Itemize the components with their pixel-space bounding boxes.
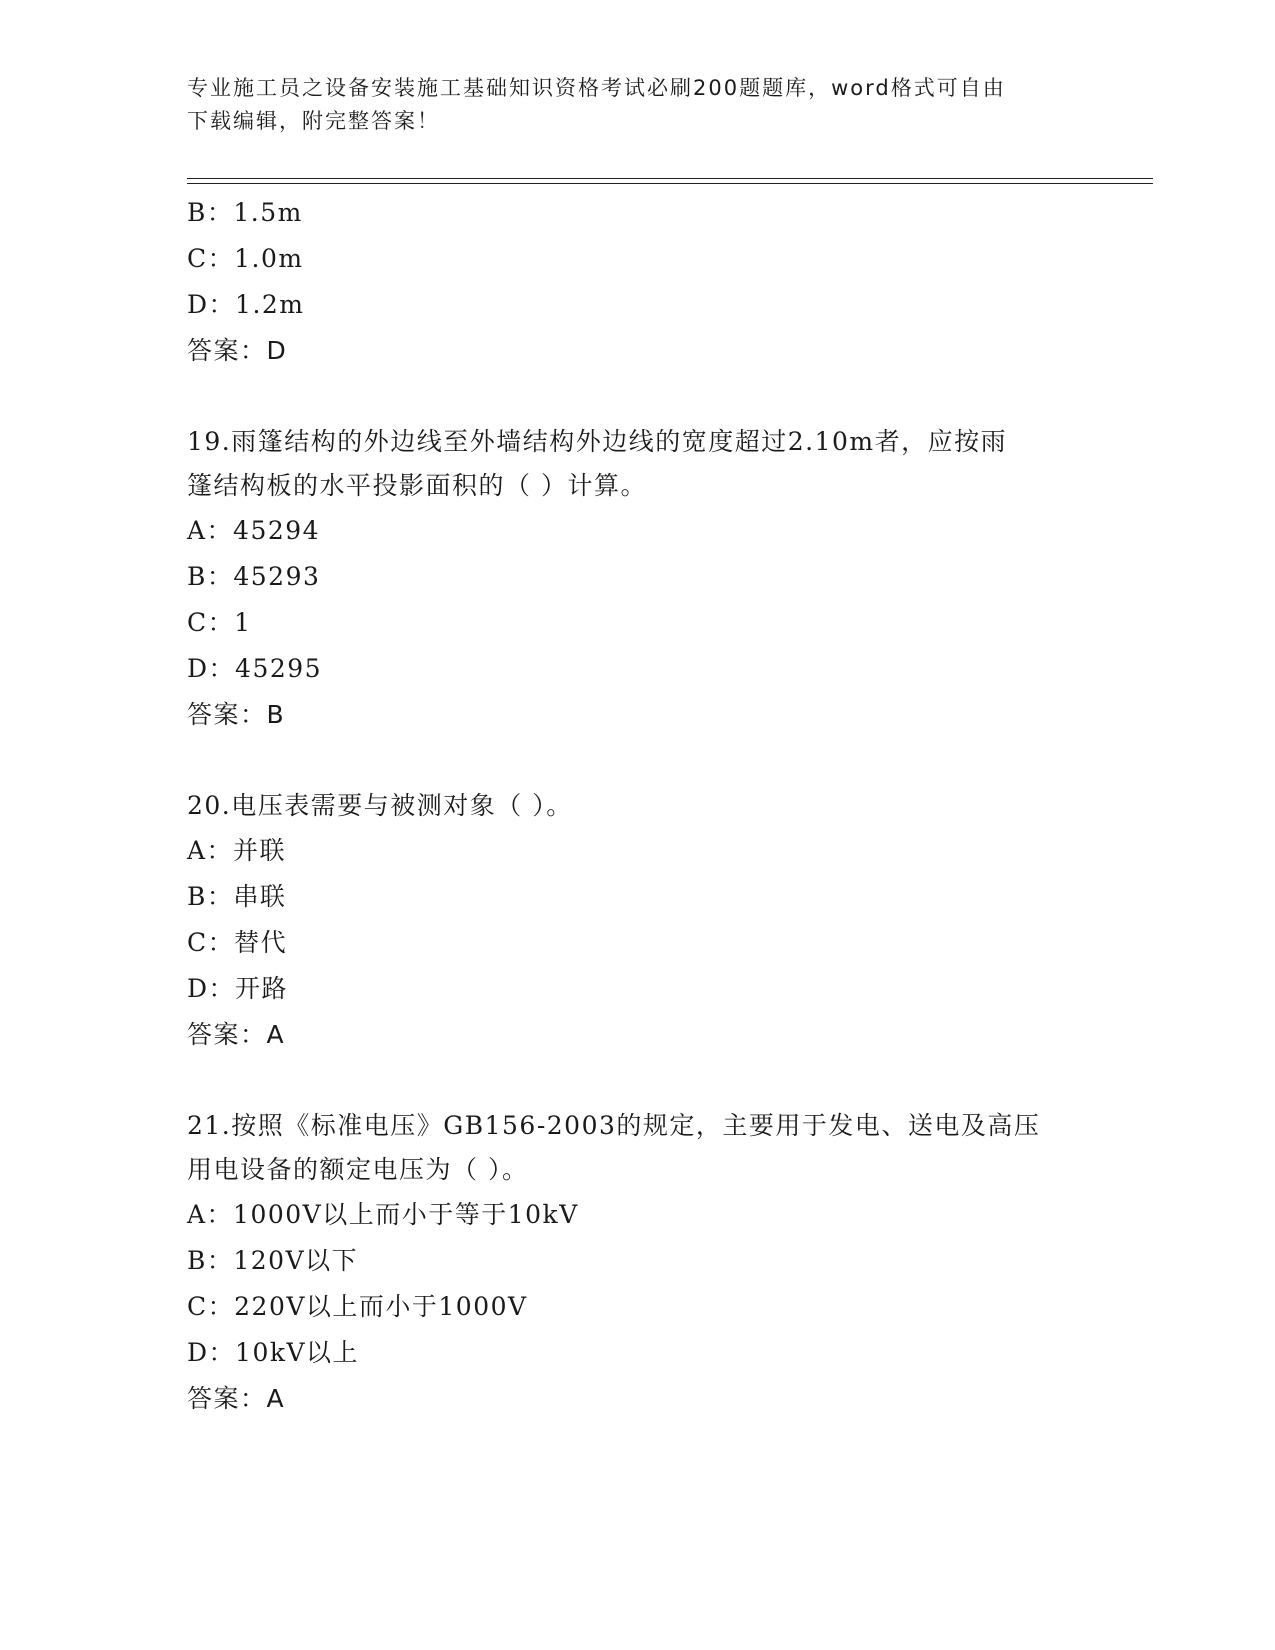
question-stem-line-2: 用电设备的额定电压为（ ）。 bbox=[187, 1155, 529, 1184]
option-d: D：45295 bbox=[187, 654, 323, 683]
option-a: A：1000V以上而小于等于10kV bbox=[187, 1200, 579, 1229]
option-c: C：220V以上而小于1000V bbox=[187, 1292, 528, 1321]
answer: 答案：D bbox=[187, 336, 288, 365]
question-list bbox=[187, 190, 1087, 1422]
option-c: C：替代 bbox=[187, 928, 288, 957]
header-divider-bottom bbox=[187, 183, 1153, 184]
header-divider-top bbox=[187, 178, 1153, 179]
option-b: B：1.5m bbox=[187, 198, 303, 227]
option-b: B：120V以下 bbox=[187, 1246, 359, 1275]
option-a: A：并联 bbox=[187, 836, 287, 865]
option-d: D：1.2m bbox=[187, 290, 305, 319]
header-title-line-1: 专业施工员之设备安装施工基础知识资格考试必刷200题题库，word格式可自由 bbox=[187, 76, 1006, 100]
option-a: A：45294 bbox=[187, 516, 321, 545]
option-b: B：45293 bbox=[187, 562, 321, 591]
document-header bbox=[187, 72, 1087, 138]
question-stem-line-2: 篷结构板的水平投影面积的（ ）计算。 bbox=[187, 471, 647, 500]
option-d: D：开路 bbox=[187, 974, 289, 1003]
question-20 bbox=[187, 784, 1087, 1058]
header-title-line-2: 下载编辑，附完整答案！ bbox=[187, 109, 440, 133]
question-stem-line-1: 19.雨篷结构的外边线至外墙结构外边线的宽度超过2.10m者，应按雨 bbox=[187, 427, 1008, 456]
option-c: C：1.0m bbox=[187, 244, 304, 273]
option-b: B：串联 bbox=[187, 882, 287, 911]
answer: 答案：A bbox=[187, 1384, 286, 1413]
question-21 bbox=[187, 1104, 1087, 1422]
answer: 答案：B bbox=[187, 700, 286, 729]
option-c: C：1 bbox=[187, 608, 252, 637]
question-stem-line-1: 20.电压表需要与被测对象（ ）。 bbox=[187, 791, 573, 820]
option-d: D：10kV以上 bbox=[187, 1338, 360, 1367]
question-18 bbox=[187, 190, 1087, 374]
question-19 bbox=[187, 420, 1087, 738]
question-stem-line-1: 21.按照《标准电压》GB156-2003的规定，主要用于发电、送电及高压 bbox=[187, 1111, 1041, 1140]
answer: 答案：A bbox=[187, 1020, 286, 1049]
